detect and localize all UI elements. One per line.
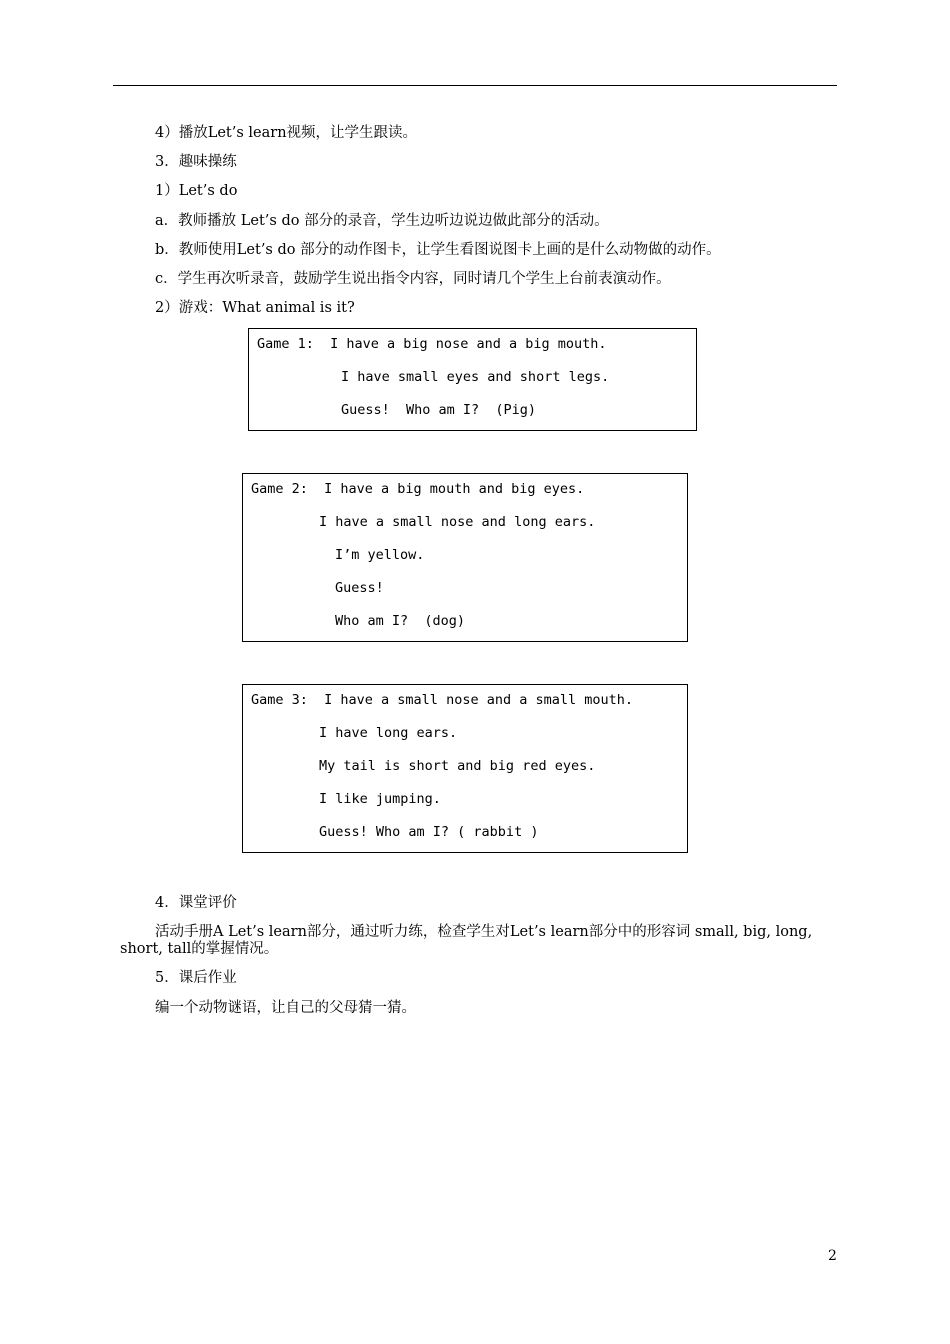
game-2-line: Who am I? (dog) [335,613,466,629]
game-1-box [248,328,697,431]
game-1-line: Game 1: I have a big nose and a big mouth. [257,336,607,352]
game-2-line: Game 2: I have a big mouth and big eyes. [251,481,585,497]
game-3-line: I like jumping. [319,791,441,807]
sub-2-game: 2）游戏：What animal is it? [155,300,355,316]
section-3-heading: 3．趣味操练 [155,154,237,170]
item-c: c．学生再次听录音，鼓励学生说出指令内容，同时请几个学生上台前表演动作。 [155,271,671,287]
game-3-line: Guess! Who am I? ( rabbit ) [319,824,539,840]
sub-1-lets-do: 1）Let’s do [155,183,238,199]
game-3-line: I have long ears. [319,725,458,741]
page-number: 2 [828,1248,837,1264]
game-2-box [242,473,688,642]
game-3-line: My tail is short and big red eyes. [319,758,596,774]
game-2-line: I’m yellow. [335,547,425,563]
game-2-line: Guess! [335,580,384,596]
section-4-heading: 4．课堂评价 [155,895,237,911]
game-3-line: Game 3: I have a small nose and a small mouth. [251,692,634,708]
header-rule [113,85,837,86]
game-1-line: Guess! Who am I? (Pig) [341,402,537,418]
game-2-line: I have a small nose and long ears. [319,514,596,530]
section-4-body: 活动手册A Let’s learn部分，通过听力练，检查学生对Let’s learn部分中的形容词 small, big, long, short, tall的掌握情况。 [120,924,813,957]
item-a: a．教师播放 Let’s do 部分的录音，学生边听边说边做此部分的活动。 [155,213,609,229]
item-b: b．教师使用Let’s do 部分的动作图卡，让学生看图说图卡上画的是什么动物做的动作。 [155,242,721,258]
step-4-play-video: 4）播放Let’s learn视频，让学生跟读。 [155,125,418,141]
game-3-box [242,684,688,853]
game-1-line: I have small eyes and short legs. [341,369,610,385]
section-5-heading: 5．课后作业 [155,970,237,986]
section-5-body: 编一个动物谜语，让自己的父母猜一猜。 [155,1000,416,1016]
